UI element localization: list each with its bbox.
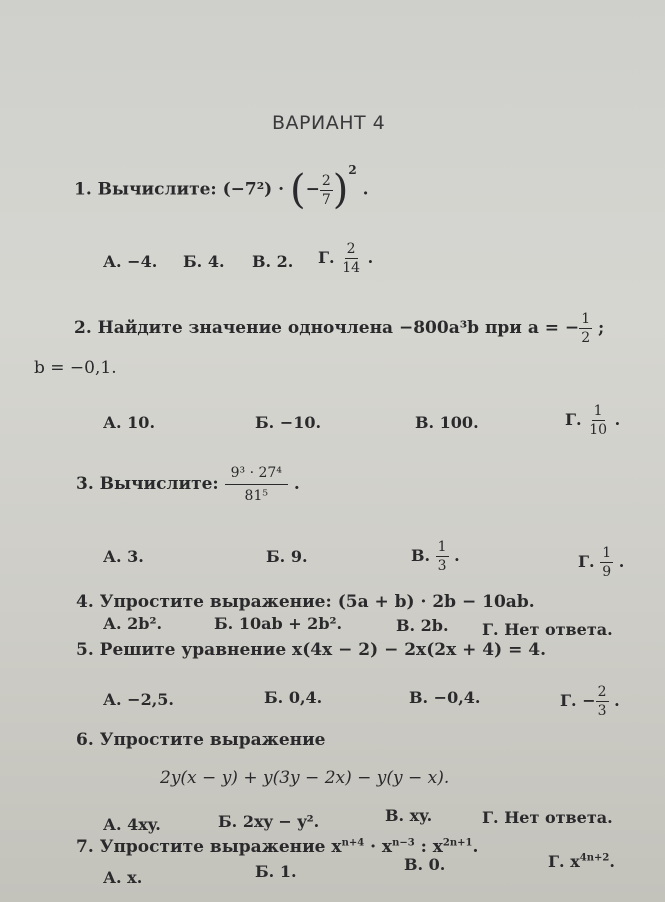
q4-option-c: В. 2b.	[396, 616, 449, 635]
q5-option-c: В. −0,4.	[409, 688, 481, 707]
paren-right: )	[332, 167, 349, 213]
q7-option-b: Б. 1.	[255, 862, 297, 881]
frac-den: 14	[342, 260, 361, 276]
question-1-prompt: 1. Вычислите: (−7²) ·	[74, 179, 290, 200]
q5-option-d: Г. − $\frac{2}{3}$ .	[560, 684, 620, 719]
question-4: 4. Упростите выражение: (5a + b) · 2b − 10ab.	[76, 592, 535, 612]
option-d-label: Г.	[578, 552, 595, 571]
variant-title: ВАРИАНТ 4	[272, 112, 386, 134]
frac-den: 3	[437, 558, 447, 574]
option-d-label: Г. x	[548, 852, 580, 871]
q2-option-b: Б. −10.	[255, 413, 322, 432]
frac-num: 1	[602, 545, 612, 561]
option-d-label: Г.	[565, 410, 582, 429]
q4-option-a: А. 2b².	[103, 614, 163, 633]
frac-den: 10	[589, 422, 608, 438]
q6-option-d: Г. Нет ответа.	[482, 808, 613, 827]
q4-option-d: Г. Нет ответа.	[482, 620, 613, 639]
exp-3: 2n+1	[442, 837, 473, 849]
q3-option-c: В. $\frac{1}{3}$ .	[411, 539, 460, 574]
q1-option-a: А. −4.	[103, 252, 158, 271]
question-1-fraction	[320, 172, 333, 209]
q3-option-d-fraction	[600, 544, 613, 581]
q3-option-c-fraction	[436, 538, 449, 575]
frac-num: 1	[593, 403, 603, 419]
option-d-exp: 4n+2	[579, 852, 610, 864]
q2-option-c: В. 100.	[415, 413, 479, 432]
q2-option-d-fraction	[587, 402, 609, 439]
q7-option-c: В. 0.	[404, 855, 446, 874]
frac-num: 9³ · 27⁴	[225, 462, 288, 485]
frac-den: 7	[321, 191, 331, 208]
option-d-label: Г.	[318, 248, 335, 267]
q6-option-b: Б. 2xy − y².	[218, 812, 320, 831]
question-7: 7. Упростите выражение $x^{n+4} \cdot x^{n-3}$ : $x^{2n+1}$.	[76, 837, 479, 857]
q7-option-d: Г. $x^{4n+2}$.	[548, 852, 615, 871]
frac-num: 2	[597, 684, 607, 700]
question-3-fraction	[225, 462, 288, 507]
q1-option-d-fraction	[340, 240, 362, 277]
q3-option-d: Г. $\frac{1}{9}$ .	[578, 545, 625, 580]
q5-option-a: А. −2,5.	[103, 690, 174, 709]
question-7-prompt: 7. Упростите выражение x	[76, 837, 342, 857]
option-d-label: Г. −	[560, 691, 596, 710]
q2-option-d: Г. $\frac{1}{10}$ .	[565, 403, 621, 438]
paren-left: (	[289, 167, 306, 213]
mid-1: · x	[364, 837, 393, 857]
frac-num: 1	[437, 539, 447, 555]
question-2-fraction	[579, 310, 592, 347]
frac-num: 2	[321, 172, 331, 189]
frac-den: 81⁵	[244, 488, 268, 504]
q3-option-a: А. 3.	[103, 547, 144, 566]
question-3-prompt: 3. Вычислите:	[76, 474, 219, 494]
q1-option-b: Б. 4.	[183, 252, 225, 271]
minus-sign: −	[305, 179, 320, 200]
mid-2: : x	[414, 837, 443, 857]
option-c-label: В.	[411, 546, 431, 565]
question-6-expression: 2y(x − y) + y(3y − 2x) − y(y − x).	[160, 768, 450, 788]
q1-option-d: Г. $\frac{2}{14}$ .	[318, 241, 374, 276]
question-1-power: 2	[348, 162, 357, 177]
q6-option-c: В. xy.	[385, 806, 433, 825]
q2-option-a: А. 10.	[103, 413, 156, 432]
q5-option-d-fraction	[596, 683, 609, 720]
question-1: 1. Вычислите: (−7²) · (− $\frac{2}{7}$ )$^2$ .	[74, 162, 369, 213]
question-2-line2: b = −0,1.	[34, 358, 117, 378]
question-2: 2. Найдите значение одночлена −800a³b при a = − $\frac{1}{2}$ ;	[74, 311, 605, 346]
q4-option-b: Б. 10ab + 2b².	[214, 614, 343, 633]
frac-den: 9	[602, 564, 612, 580]
q5-option-b: Б. 0,4.	[264, 688, 323, 707]
exp-1: n+4	[341, 837, 365, 849]
frac-num: 2	[346, 241, 356, 257]
q6-option-a: А. 4xy.	[103, 815, 161, 834]
exp-2: n−3	[392, 837, 415, 849]
q3-option-b: Б. 9.	[266, 547, 308, 566]
q1-option-c: В. 2.	[252, 252, 294, 271]
frac-den: 3	[597, 703, 607, 719]
frac-num: 1	[581, 311, 591, 327]
question-6: 6. Упростите выражение	[76, 730, 326, 750]
frac-den: 2	[581, 330, 591, 346]
question-2-prompt: 2. Найдите значение одночлена −800a³b при a = −	[74, 318, 580, 338]
question-5: 5. Решите уравнение x(4x − 2) − 2x(2x + 4) = 4.	[76, 640, 546, 660]
question-3: 3. Вычислите: $\frac{\text{9³ · 27⁴}}{\text{81⁵}}$ .	[76, 462, 300, 507]
q7-option-a: А. x.	[103, 868, 143, 887]
